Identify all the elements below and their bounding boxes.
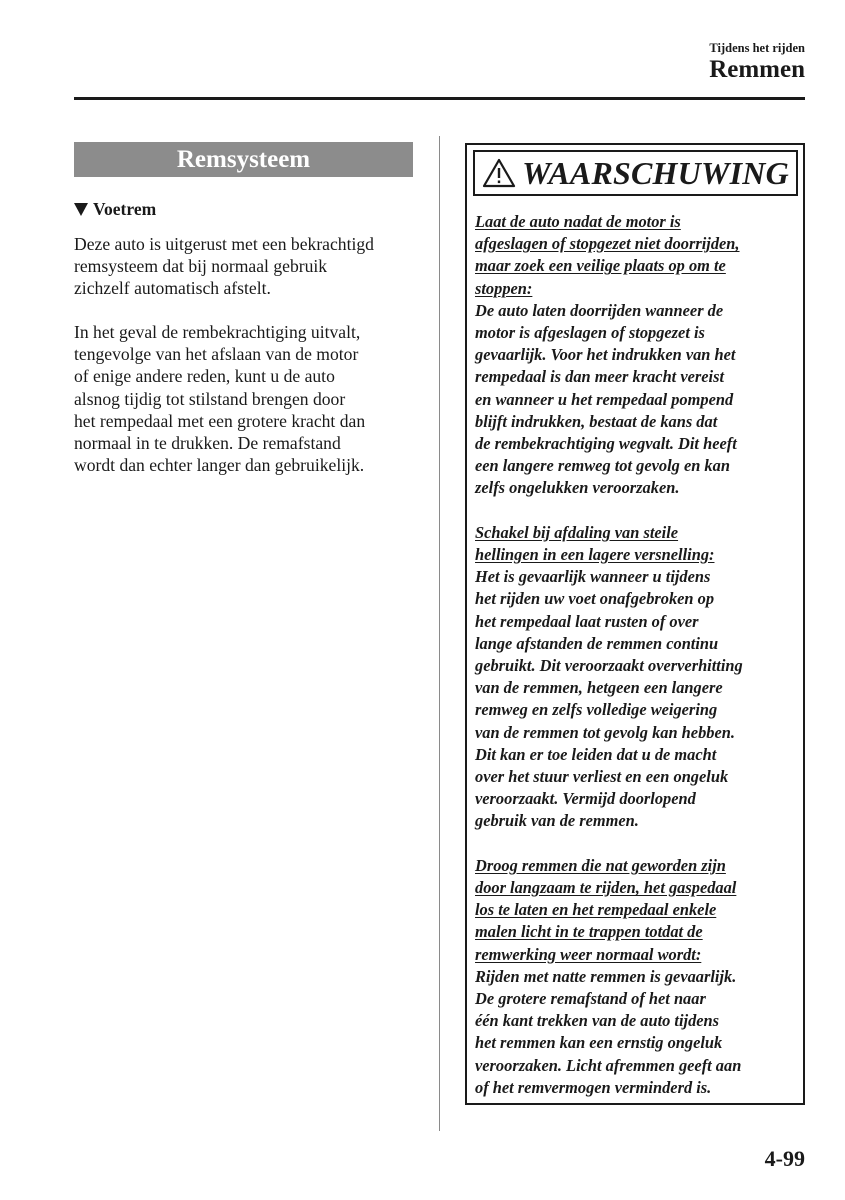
warning-heading-line: los te laten en het rempedaal enkele [475, 900, 717, 920]
warning-title: WAARSCHUWING [522, 154, 789, 191]
warning-text-line: veroorzaken. Licht afremmen geeft aan [475, 1055, 742, 1075]
text-line: tengevolge van het afslaan van de motor [74, 344, 359, 365]
header-section-label: Tijdens het rijden [709, 41, 805, 55]
warning-text-line: De auto laten doorrijden wanneer de [475, 300, 724, 320]
warning-heading-line: malen licht in te trappen totdat de [475, 922, 703, 942]
page-number: 4-99 [764, 1146, 805, 1171]
warning-text-line: Het is gevaarlijk wanneer u tijdens [475, 567, 711, 587]
warning-text-line: de rembekrachtiging wegvalt. Dit heeft [475, 434, 737, 454]
warning-text-line: rempedaal is dan meer kracht vereist [475, 367, 725, 387]
warning-text-line: van de remmen tot gevolg kan hebben. [475, 722, 735, 742]
warning-block [475, 522, 801, 833]
paragraph-1 [74, 233, 424, 300]
warning-text-line: veroorzaakt. Vermijd doorlopend [475, 789, 696, 809]
warning-body [475, 211, 801, 1099]
page-title: Remmen [709, 56, 805, 83]
warning-text-line: lange afstanden de remmen continu [475, 633, 719, 653]
text-line: wordt dan echter langer dan gebruikelijk. [74, 455, 365, 476]
warning-block [475, 855, 801, 1099]
header-rule [74, 97, 805, 100]
warning-text-line: gebruikt. Dit veroorzaakt oververhitting [475, 656, 743, 676]
column-divider [439, 136, 440, 1131]
warning-text-line: De grotere remafstand of het naar [475, 989, 706, 1009]
warning-text-line: of het remvermogen verminderd is. [475, 1077, 712, 1097]
warning-heading-line: afgeslagen of stopgezet niet doorrijden, [475, 234, 740, 254]
warning-text-line: gevaarlijk. Voor het indrukken van het [475, 345, 736, 365]
text-line: of enige andere reden, kunt u de auto [74, 366, 335, 387]
warning-text-line: één kant trekken van de auto tijdens [475, 1011, 720, 1031]
warning-text-line: over het stuur verliest en een ongeluk [475, 767, 729, 787]
section-banner: Remsysteem [74, 142, 413, 177]
warning-text-line: zelfs ongelukken veroorzaken. [475, 478, 680, 498]
warning-triangle-icon [482, 158, 516, 188]
warning-header [473, 150, 798, 196]
text-line: het rempedaal met een grotere kracht dan [74, 410, 366, 431]
text-line: Deze auto is uitgerust met een bekrachtigd [74, 234, 374, 254]
warning-heading-line: remwerking weer normaal wordt: [475, 944, 702, 964]
subheading [74, 199, 156, 220]
warning-heading-line: maar zoek een veilige plaats op om te [475, 256, 726, 276]
warning-text-line: een langere remweg tot gevolg en kan [475, 456, 730, 476]
subheading-label: Voetrem [93, 199, 157, 219]
text-line: In het geval de rembekrachtiging uitvalt, [74, 322, 361, 342]
text-line: normaal in te drukken. De remafstand [74, 433, 341, 454]
warning-heading-line: Droog remmen die nat geworden zijn [475, 855, 726, 875]
triangle-down-icon [74, 203, 88, 216]
warning-text-line: gebruik van de remmen. [475, 811, 639, 831]
warning-text-line: blijft indrukken, bestaat de kans dat [475, 411, 718, 431]
warning-text-line: motor is afgeslagen of stopgezet is [475, 323, 705, 343]
warning-heading-line: hellingen in een lagere versnelling: [475, 545, 715, 565]
warning-block [475, 211, 801, 500]
text-line: alsnog tijdig tot stilstand brengen door [74, 388, 346, 409]
warning-text-line: remweg en zelfs volledige weigering [475, 700, 718, 720]
warning-text-line: Dit kan er toe leiden dat u de macht [475, 744, 717, 764]
warning-text-line: het remmen kan een ernstig ongeluk [475, 1033, 723, 1053]
text-line: remsysteem dat bij normaal gebruik [74, 256, 328, 277]
warning-heading-line: Laat de auto nadat de motor is [475, 212, 681, 231]
warning-text-line: en wanneer u het rempedaal pompend [475, 389, 734, 409]
warning-heading-line: door langzaam te rijden, het gaspedaal [475, 878, 737, 898]
warning-text-line: Rijden met natte remmen is gevaarlijk. [475, 966, 737, 986]
paragraph-2 [74, 321, 424, 476]
text-line: zichzelf automatisch afstelt. [74, 278, 271, 299]
warning-text-line: het rempedaal laat rusten of over [475, 611, 699, 631]
warning-heading-line: Schakel bij afdaling van steile [475, 522, 679, 542]
warning-heading-line: stoppen: [475, 278, 533, 298]
warning-text-line: van de remmen, hetgeen een langere [475, 678, 723, 698]
warning-text-line: het rijden uw voet onafgebroken op [475, 589, 715, 609]
